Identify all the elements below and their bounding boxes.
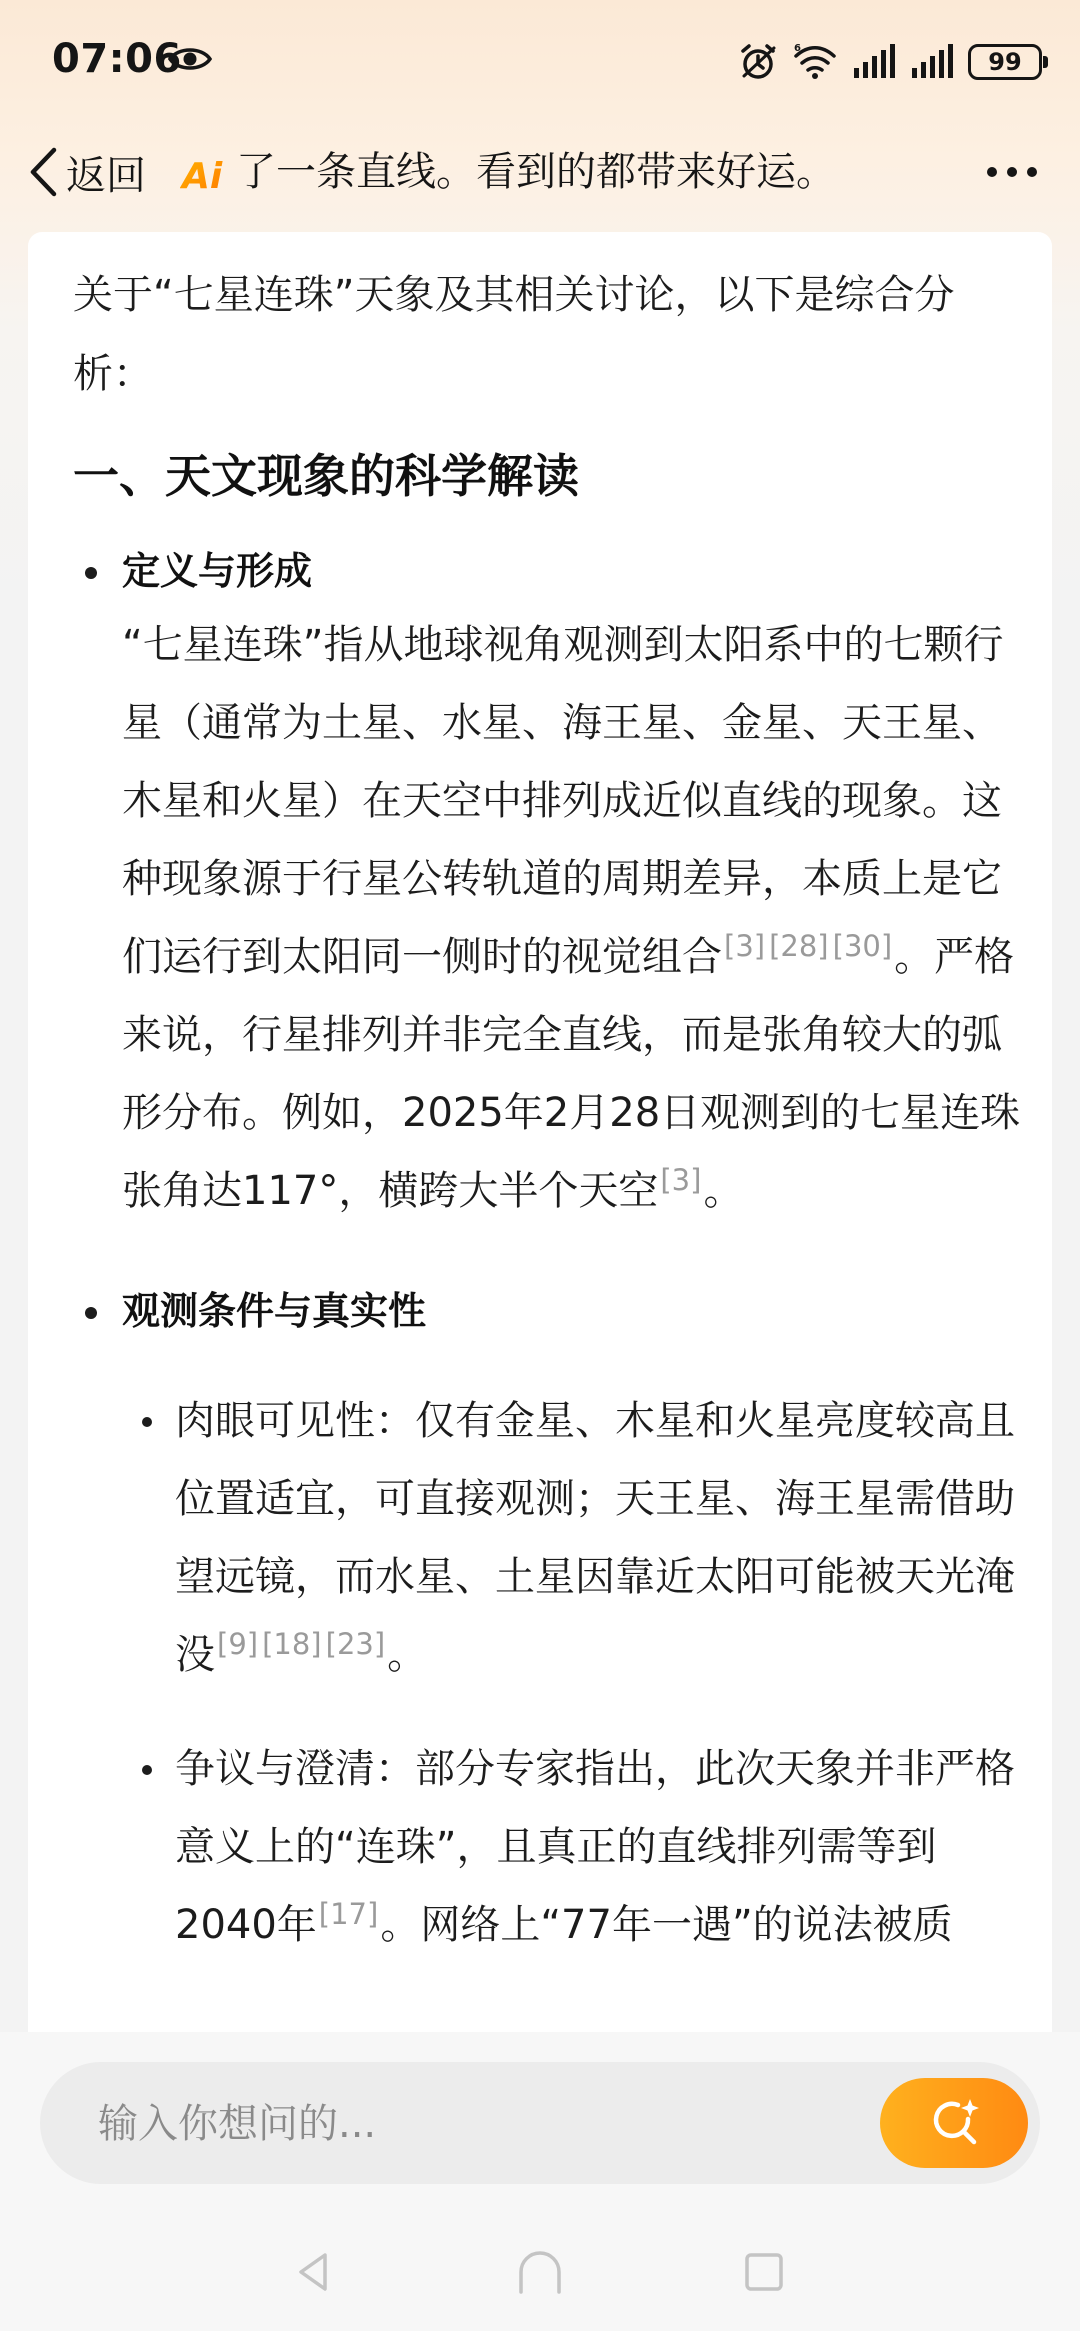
chevron-left-icon (28, 146, 58, 198)
dot (987, 167, 997, 177)
more-options-button[interactable] (972, 140, 1052, 204)
system-back-button[interactable] (284, 2242, 344, 2302)
input-area (0, 2032, 1080, 2212)
citation-link[interactable]: [30] (832, 929, 893, 963)
citation-link[interactable]: [9] (217, 1627, 259, 1661)
answer-card (28, 232, 1052, 2032)
wifi-icon (792, 42, 838, 82)
dot (1007, 167, 1017, 177)
bullet-definition (73, 536, 1023, 1230)
citation-link[interactable]: [17] (318, 1897, 379, 1931)
bullet-title-definition: 定义与形成 (122, 549, 313, 593)
bullet-title-observation: 观测条件与真实性 (122, 1289, 427, 1333)
system-recents-button[interactable] (734, 2242, 794, 2302)
status-time: 07:06 (52, 36, 182, 82)
citation-link[interactable]: [28] (769, 929, 829, 963)
definition-paragraph: “七星连珠”指从地球视角观测到太阳系中的七颗行星（通常为土星、水星、海王星、金星、天王星、木星和火星）在天空中排列成近似直线的现象。这种现象源于行星公转轨道的周期差异，本质上是它们运行到太阳同一侧时的视觉组合[3] [28] [30]。严格来说，行星排列并非完全直线，而是张角较大的弧形分布。例如，2025年2月28日观测到的七星连珠张角达117°，横跨大半个天空[3]。 (122, 622, 1021, 1214)
system-home-button[interactable] (510, 2242, 570, 2302)
visibility-paragraph: 肉眼可见性：仅有金星、木星和火星亮度较高且位置适宜，可直接观测；天王星、海王星需借助望远镜，而水星、土星因靠近太阳可能被天光淹没[9] [18] [23]。 (175, 1398, 1015, 1678)
sub-bullet-controversy (122, 1730, 1023, 1964)
controversy-paragraph: 争议与澄清：部分专家指出，此次天象并非严格意义上的“连珠”，且真正的直线排列需等到2040年[17]。网络上“77年一遇”的说法被质 (175, 1746, 1015, 1948)
ask-input-container (40, 2062, 1040, 2184)
citation-link[interactable]: [3] (660, 1163, 702, 1197)
ask-input[interactable] (96, 2062, 900, 2186)
system-nav-bar (0, 2212, 1080, 2331)
battery-icon (968, 44, 1042, 80)
status-bar (0, 0, 1080, 120)
ai-logo-icon (180, 152, 232, 196)
battery-level: 99 (988, 48, 1022, 76)
eye-icon (168, 44, 212, 74)
back-button[interactable] (28, 140, 146, 204)
signal-icon (852, 44, 896, 80)
nav-bar (0, 132, 1080, 212)
back-label: 返回 (66, 152, 146, 199)
nav-title: 了一条直线。看到的都带来好运。 (236, 149, 836, 195)
home-arch-icon (515, 2250, 565, 2294)
back-triangle-icon (293, 2251, 335, 2293)
section-heading: 一、天文现象的科学解读 (73, 449, 579, 503)
answer-content (73, 256, 1023, 1964)
svg-text:Ai: Ai (182, 156, 223, 196)
citation-link[interactable]: [23] (325, 1627, 386, 1661)
svg-text:6: 6 (794, 43, 801, 54)
bullet-observation (73, 1276, 1023, 1964)
sparkle-search-icon (928, 2097, 980, 2149)
citation-link[interactable]: [3] (724, 929, 766, 963)
citation-link[interactable]: [18] (262, 1627, 322, 1661)
recents-square-icon (744, 2252, 784, 2292)
alarm-icon (738, 42, 778, 82)
intro-text: 关于“七星连珠”天象及其相关讨论，以下是综合分析： (73, 272, 955, 397)
status-icons (738, 40, 1042, 84)
signal-icon (910, 44, 954, 80)
send-button[interactable] (880, 2078, 1028, 2168)
sub-bullet-visibility (122, 1382, 1023, 1694)
dot (1027, 167, 1037, 177)
